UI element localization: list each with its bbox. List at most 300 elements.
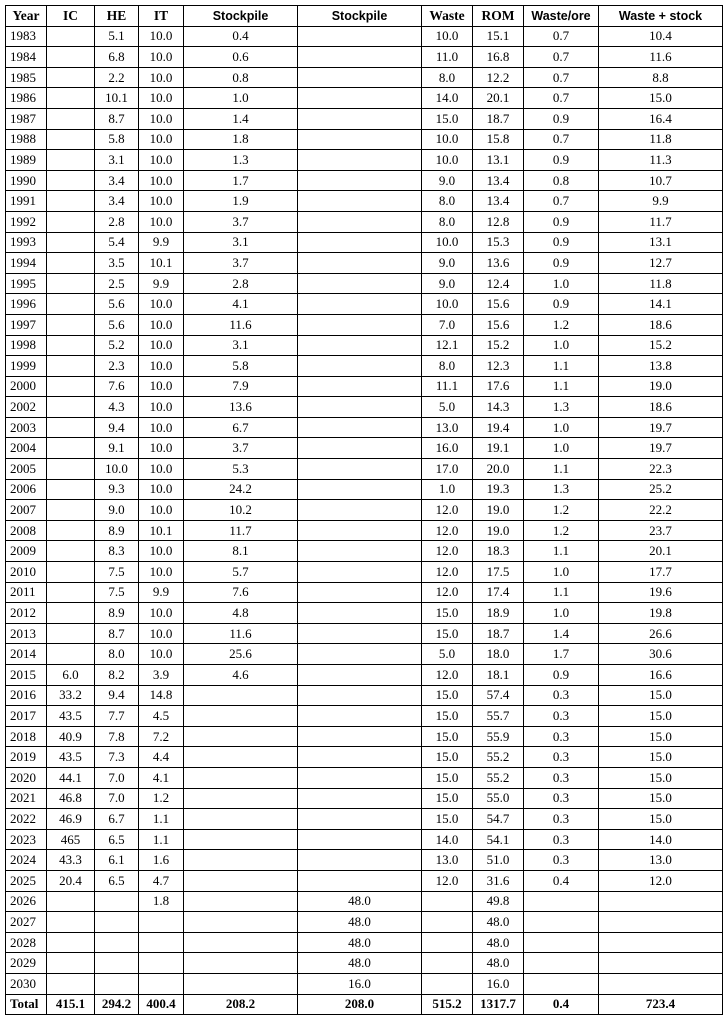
table-cell [524, 973, 599, 994]
table-cell [47, 108, 95, 129]
table-cell [184, 706, 298, 727]
table-cell: 10.0 [139, 67, 184, 88]
table-cell: 2.3 [95, 356, 139, 377]
table-cell: 13.8 [599, 356, 723, 377]
table-cell: 11.6 [184, 314, 298, 335]
table-row [6, 438, 723, 459]
table-cell: 1.0 [524, 438, 599, 459]
table-cell: 3.1 [184, 232, 298, 253]
table-cell: 13.4 [473, 191, 524, 212]
table-cell: 6.8 [95, 47, 139, 68]
table-cell: 1.0 [524, 335, 599, 356]
table-cell: 10.0 [139, 356, 184, 377]
table-cell: 14.3 [473, 397, 524, 418]
column-header: IT [139, 6, 184, 27]
table-cell: 19.0 [473, 500, 524, 521]
table-cell [47, 47, 95, 68]
year-cell: 2025 [6, 870, 47, 891]
table-cell: 55.2 [473, 747, 524, 768]
table-cell: 14.1 [599, 294, 723, 315]
table-cell [139, 953, 184, 974]
table-cell [184, 829, 298, 850]
table-cell: 1.0 [524, 273, 599, 294]
table-cell: 11.8 [599, 129, 723, 150]
table-cell: 10.0 [139, 397, 184, 418]
table-cell [47, 356, 95, 377]
column-header: Waste + stock [599, 6, 723, 27]
table-row [6, 623, 723, 644]
table-cell: 1.9 [184, 191, 298, 212]
table-cell: 4.4 [139, 747, 184, 768]
table-cell: 0.3 [524, 685, 599, 706]
table-cell [298, 294, 422, 315]
table-cell [298, 706, 422, 727]
table-cell: 3.4 [95, 191, 139, 212]
table-cell [298, 397, 422, 418]
table-cell: 48.0 [298, 932, 422, 953]
table-cell: 12.2 [473, 67, 524, 88]
table-cell: 0.3 [524, 706, 599, 727]
table-cell: 30.6 [599, 644, 723, 665]
table-cell: 7.5 [95, 582, 139, 603]
table-cell: 17.4 [473, 582, 524, 603]
table-cell: 5.1 [95, 26, 139, 47]
table-cell: 5.3 [184, 459, 298, 480]
table-cell: 1.2 [139, 788, 184, 809]
table-cell: 12.7 [599, 253, 723, 274]
table-row [6, 150, 723, 171]
table-cell: 15.0 [422, 788, 473, 809]
table-cell [298, 562, 422, 583]
table-cell: 1.7 [524, 644, 599, 665]
table-row [6, 88, 723, 109]
table-cell [298, 356, 422, 377]
table-cell: 9.9 [139, 273, 184, 294]
table-cell [422, 932, 473, 953]
table-cell: 10.1 [95, 88, 139, 109]
table-row [6, 788, 723, 809]
table-row [6, 26, 723, 47]
table-cell [298, 47, 422, 68]
table-cell: 43.5 [47, 706, 95, 727]
table-cell: 15.0 [599, 809, 723, 830]
table-cell: 15.0 [599, 88, 723, 109]
column-header: Waste/ore [524, 6, 599, 27]
table-cell: 48.0 [473, 912, 524, 933]
table-cell: 14.0 [422, 829, 473, 850]
table-cell: 8.0 [95, 644, 139, 665]
table-row [6, 129, 723, 150]
table-cell: 7.9 [184, 376, 298, 397]
table-cell: 19.1 [473, 438, 524, 459]
table-cell [422, 912, 473, 933]
table-cell [298, 88, 422, 109]
table-cell: 13.0 [599, 850, 723, 871]
table-cell [298, 788, 422, 809]
table-cell: 15.0 [599, 685, 723, 706]
table-cell: 15.3 [473, 232, 524, 253]
table-cell: 3.7 [184, 438, 298, 459]
table-cell: 9.0 [422, 253, 473, 274]
table-cell: 15.8 [473, 129, 524, 150]
table-cell: 33.2 [47, 685, 95, 706]
table-cell [95, 912, 139, 933]
table-cell: 10.0 [139, 88, 184, 109]
table-cell: 5.8 [95, 129, 139, 150]
table-row [6, 356, 723, 377]
table-cell: 44.1 [47, 767, 95, 788]
table-cell: 46.8 [47, 788, 95, 809]
table-cell: 10.0 [422, 232, 473, 253]
table-cell: 0.9 [524, 150, 599, 171]
table-cell [524, 932, 599, 953]
table-cell: 7.0 [422, 314, 473, 335]
table-row [6, 335, 723, 356]
table-cell: 10.4 [599, 26, 723, 47]
table-cell: 0.9 [524, 211, 599, 232]
table-cell: 48.0 [298, 912, 422, 933]
table-cell: 11.1 [422, 376, 473, 397]
column-header: IC [47, 6, 95, 27]
table-cell [47, 623, 95, 644]
table-cell: 5.6 [95, 314, 139, 335]
table-cell: 6.7 [95, 809, 139, 830]
table-cell: 19.6 [599, 582, 723, 603]
table-cell [95, 953, 139, 974]
table-cell: 15.0 [422, 726, 473, 747]
table-cell: 12.3 [473, 356, 524, 377]
table-cell [298, 335, 422, 356]
table-cell: 4.1 [139, 767, 184, 788]
table-row [6, 644, 723, 665]
table-cell: 8.7 [95, 108, 139, 129]
table-cell: 5.4 [95, 232, 139, 253]
table-row [6, 726, 723, 747]
table-cell: 2.8 [95, 211, 139, 232]
table-cell [298, 747, 422, 768]
table-cell [184, 973, 298, 994]
year-cell: 1987 [6, 108, 47, 129]
table-row [6, 376, 723, 397]
year-cell: 2018 [6, 726, 47, 747]
table-cell: 10.0 [422, 129, 473, 150]
table-cell: 19.3 [473, 479, 524, 500]
table-cell: 19.0 [473, 520, 524, 541]
table-cell: 1.4 [524, 623, 599, 644]
table-cell: 13.1 [599, 232, 723, 253]
table-cell [184, 850, 298, 871]
table-cell [599, 973, 723, 994]
table-cell: 7.5 [95, 562, 139, 583]
table-row [6, 253, 723, 274]
table-cell: 22.3 [599, 459, 723, 480]
table-cell [524, 912, 599, 933]
table-cell: 6.5 [95, 829, 139, 850]
table-cell: 10.0 [139, 191, 184, 212]
table-row [6, 520, 723, 541]
table-cell [47, 232, 95, 253]
table-cell: 17.7 [599, 562, 723, 583]
table-cell: 1.1 [524, 459, 599, 480]
total-cell: 0.4 [524, 994, 599, 1015]
table-cell: 6.1 [95, 850, 139, 871]
table-cell: 10.0 [139, 417, 184, 438]
table-cell: 18.9 [473, 603, 524, 624]
table-row [6, 829, 723, 850]
table-cell: 12.1 [422, 335, 473, 356]
table-cell: 16.0 [298, 973, 422, 994]
table-cell: 10.0 [422, 150, 473, 171]
table-cell [298, 500, 422, 521]
year-cell: 2023 [6, 829, 47, 850]
table-cell [47, 891, 95, 912]
table-cell: 7.0 [95, 788, 139, 809]
table-cell: 10.0 [139, 623, 184, 644]
table-cell: 15.6 [473, 314, 524, 335]
table-cell [524, 953, 599, 974]
table-cell: 15.0 [422, 603, 473, 624]
table-cell: 4.6 [184, 665, 298, 686]
table-cell: 4.3 [95, 397, 139, 418]
table-cell: 15.0 [599, 726, 723, 747]
table-row [6, 603, 723, 624]
table-cell: 6.7 [184, 417, 298, 438]
year-cell: 1984 [6, 47, 47, 68]
table-cell: 1.2 [524, 500, 599, 521]
table-cell: 1.0 [184, 88, 298, 109]
table-body [6, 26, 723, 1015]
table-cell [298, 870, 422, 891]
table-cell [47, 932, 95, 953]
table-cell [599, 953, 723, 974]
table-cell: 2.2 [95, 67, 139, 88]
table-row [6, 953, 723, 974]
table-cell: 10.0 [139, 500, 184, 521]
year-cell: 2012 [6, 603, 47, 624]
year-cell: 1997 [6, 314, 47, 335]
table-cell: 1.4 [184, 108, 298, 129]
table-cell: 0.9 [524, 665, 599, 686]
table-cell [184, 870, 298, 891]
year-cell: 1998 [6, 335, 47, 356]
year-cell: 1983 [6, 26, 47, 47]
table-cell: 11.6 [599, 47, 723, 68]
table-cell: 55.7 [473, 706, 524, 727]
table-cell: 10.7 [599, 170, 723, 191]
table-cell: 12.0 [422, 665, 473, 686]
table-cell [47, 335, 95, 356]
table-cell: 9.1 [95, 438, 139, 459]
table-cell: 10.0 [139, 294, 184, 315]
table-row [6, 417, 723, 438]
table-cell: 1.2 [524, 520, 599, 541]
mining-schedule-table [5, 5, 723, 1015]
table-cell: 26.6 [599, 623, 723, 644]
table-row [6, 541, 723, 562]
table-cell: 0.8 [524, 170, 599, 191]
table-row [6, 479, 723, 500]
total-cell: 415.1 [47, 994, 95, 1015]
table-cell: 16.4 [599, 108, 723, 129]
table-cell: 20.0 [473, 459, 524, 480]
year-cell: 2013 [6, 623, 47, 644]
table-cell: 465 [47, 829, 95, 850]
table-cell: 10.1 [139, 520, 184, 541]
table-cell: 13.0 [422, 850, 473, 871]
year-cell: 2014 [6, 644, 47, 665]
table-cell [298, 26, 422, 47]
table-cell: 8.1 [184, 541, 298, 562]
year-cell: 2000 [6, 376, 47, 397]
table-cell [298, 767, 422, 788]
table-cell [422, 953, 473, 974]
table-cell: 9.9 [599, 191, 723, 212]
table-cell: 15.0 [422, 706, 473, 727]
table-cell: 54.7 [473, 809, 524, 830]
year-cell: 1992 [6, 211, 47, 232]
table-cell: 57.4 [473, 685, 524, 706]
table-cell: 17.0 [422, 459, 473, 480]
table-cell: 0.3 [524, 767, 599, 788]
table-cell: 1.8 [139, 891, 184, 912]
table-cell [47, 376, 95, 397]
table-cell: 0.9 [524, 108, 599, 129]
table-row [6, 500, 723, 521]
table-cell [524, 891, 599, 912]
table-cell: 1.3 [184, 150, 298, 171]
table-cell: 11.6 [184, 623, 298, 644]
table-cell: 19.0 [599, 376, 723, 397]
table-cell: 1.1 [524, 541, 599, 562]
table-cell: 12.0 [422, 870, 473, 891]
table-cell: 8.3 [95, 541, 139, 562]
table-cell [47, 67, 95, 88]
table-cell: 8.9 [95, 520, 139, 541]
year-cell: 2002 [6, 397, 47, 418]
table-cell: 7.8 [95, 726, 139, 747]
table-cell: 15.1 [473, 26, 524, 47]
table-row [6, 932, 723, 953]
table-cell [47, 438, 95, 459]
table-cell [47, 459, 95, 480]
table-cell: 1.3 [524, 479, 599, 500]
table-cell: 15.2 [599, 335, 723, 356]
table-cell [47, 170, 95, 191]
table-cell: 3.1 [184, 335, 298, 356]
table-cell: 5.0 [422, 397, 473, 418]
table-cell: 15.0 [599, 747, 723, 768]
table-cell [298, 108, 422, 129]
table-row [6, 685, 723, 706]
year-cell: 2004 [6, 438, 47, 459]
table-cell: 15.2 [473, 335, 524, 356]
table-row [6, 294, 723, 315]
table-cell: 11.7 [184, 520, 298, 541]
table-row [6, 809, 723, 830]
table-cell: 18.0 [473, 644, 524, 665]
table-cell: 16.0 [422, 438, 473, 459]
table-cell: 6.5 [95, 870, 139, 891]
table-cell: 10.0 [139, 479, 184, 500]
table-cell: 18.6 [599, 397, 723, 418]
table-cell: 2.8 [184, 273, 298, 294]
year-cell: 2030 [6, 973, 47, 994]
table-cell: 25.2 [599, 479, 723, 500]
table-cell: 1.3 [524, 397, 599, 418]
table-cell: 55.2 [473, 767, 524, 788]
table-cell: 0.3 [524, 809, 599, 830]
table-cell: 0.9 [524, 253, 599, 274]
year-cell: 2005 [6, 459, 47, 480]
table-cell: 8.8 [599, 67, 723, 88]
column-header: Stockpile [298, 6, 422, 27]
table-cell: 13.0 [422, 417, 473, 438]
table-cell: 0.4 [524, 870, 599, 891]
table-cell [47, 973, 95, 994]
column-header: Waste [422, 6, 473, 27]
table-cell: 15.0 [422, 767, 473, 788]
table-cell [47, 88, 95, 109]
table-cell: 24.2 [184, 479, 298, 500]
table-cell: 0.9 [524, 294, 599, 315]
table-cell: 10.1 [139, 253, 184, 274]
total-cell: 515.2 [422, 994, 473, 1015]
table-row [6, 562, 723, 583]
year-cell: 2011 [6, 582, 47, 603]
year-cell: 2027 [6, 912, 47, 933]
table-cell: 0.7 [524, 191, 599, 212]
table-row [6, 47, 723, 68]
table-cell: 49.8 [473, 891, 524, 912]
table-cell [298, 479, 422, 500]
table-cell [47, 603, 95, 624]
table-cell: 1.8 [184, 129, 298, 150]
table-cell [298, 150, 422, 171]
total-cell: 208.2 [184, 994, 298, 1015]
table-cell [47, 26, 95, 47]
table-cell: 9.0 [422, 273, 473, 294]
table-cell: 8.9 [95, 603, 139, 624]
table-cell: 5.2 [95, 335, 139, 356]
table-cell: 15.0 [422, 623, 473, 644]
year-cell: 2029 [6, 953, 47, 974]
table-cell: 1.0 [422, 479, 473, 500]
table-cell [298, 417, 422, 438]
table-cell: 11.3 [599, 150, 723, 171]
table-cell [298, 376, 422, 397]
table-cell: 0.3 [524, 726, 599, 747]
year-cell: 2009 [6, 541, 47, 562]
table-cell [298, 665, 422, 686]
table-cell: 4.1 [184, 294, 298, 315]
table-cell: 0.7 [524, 47, 599, 68]
table-cell [298, 809, 422, 830]
table-cell: 15.6 [473, 294, 524, 315]
table-cell [47, 273, 95, 294]
table-cell: 12.4 [473, 273, 524, 294]
table-cell: 12.8 [473, 211, 524, 232]
table-cell [298, 253, 422, 274]
table-cell: 3.7 [184, 211, 298, 232]
table-cell [47, 417, 95, 438]
table-cell: 7.6 [95, 376, 139, 397]
table-cell: 12.0 [422, 500, 473, 521]
table-cell [298, 685, 422, 706]
table-cell: 8.0 [422, 191, 473, 212]
year-cell: 1986 [6, 88, 47, 109]
table-cell [298, 232, 422, 253]
table-cell [298, 314, 422, 335]
